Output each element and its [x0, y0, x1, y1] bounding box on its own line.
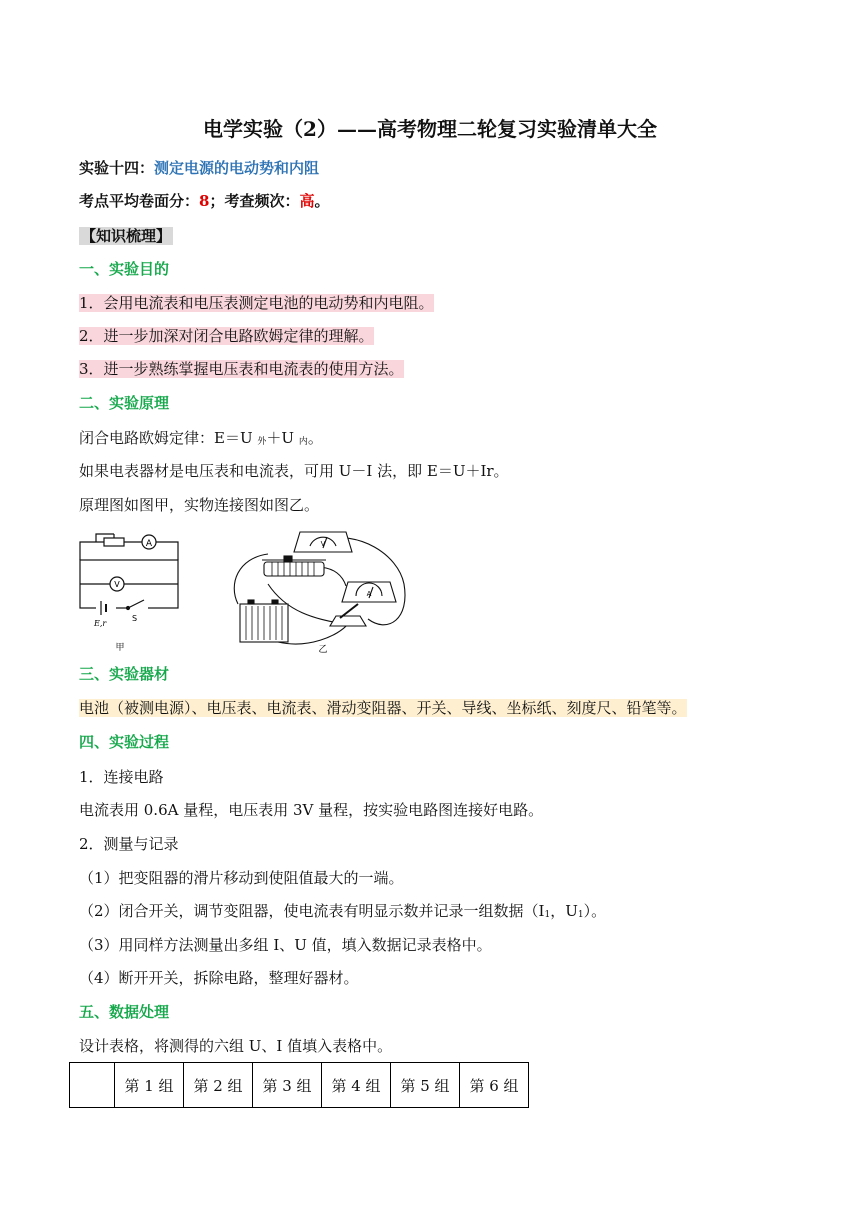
score-line [79, 190, 330, 212]
table-header-cell: 第 5 组 [391, 1063, 460, 1108]
freq-label: ；考查频次： [209, 192, 300, 210]
wire [156, 542, 178, 560]
equipment-text: 电池（被测电源）、电压表、电流表、滑动变阻器、开关、导线、坐标纸、刻度尺、铅笔等。 [79, 699, 687, 717]
purpose-item [79, 325, 374, 347]
switch-device-icon [330, 616, 366, 626]
table-header-cell: 第 4 组 [322, 1063, 391, 1108]
principle-text: 。 [307, 429, 323, 447]
experiment-label: 实验十四： [79, 159, 155, 177]
section-purpose-heading: 一、实验目的 [79, 260, 170, 278]
principle-line-2: 如果电表器材是电压表和电流表，可用 U－I 法，即 E＝U＋Ir。 [79, 462, 509, 480]
experiment-line [79, 157, 319, 179]
subscript: 外 [257, 437, 267, 447]
data-table [69, 1062, 529, 1108]
rheostat-device-icon [264, 562, 324, 576]
ammeter-device-label: A [366, 590, 372, 598]
principle-line-1 [79, 427, 323, 453]
principle-line-3: 原理图如图甲，实物连接图如图乙。 [79, 496, 320, 514]
section-principle-heading: 二、实验原理 [79, 394, 170, 412]
purpose-item [79, 358, 404, 380]
rheostat-icon [104, 538, 124, 546]
section-equipment-heading: 三、实验器材 [79, 665, 170, 683]
principle-text: 闭合电路欧姆定律：E＝U [79, 429, 258, 447]
apparatus-figure-yi [228, 524, 418, 654]
process-step-1-text: 电流表用 0.6A 量程，电压表用 3V 量程，按实验电路图连接好电路。 [79, 801, 544, 819]
figure-caption-jia: 甲 [115, 643, 125, 653]
table-header-cell [70, 1063, 115, 1108]
process-text: ，U [550, 902, 578, 920]
process-item: （4）断开开关，拆除电路，整理好器材。 [79, 969, 359, 987]
knowledge-heading [79, 225, 173, 247]
subscript: 内 [298, 437, 308, 447]
process-item [79, 900, 606, 926]
process-step-1: 1．连接电路 [79, 768, 164, 786]
page-title: 电学实验（2）——高考物理二轮复习实验清单大全 [203, 117, 657, 141]
score-end: 。 [314, 192, 330, 210]
score-value: 8 [199, 192, 210, 210]
purpose-item [79, 292, 434, 314]
purpose-text: 3．进一步熟练掌握电压表和电流表的使用方法。 [79, 360, 404, 378]
wire [234, 554, 268, 604]
freq-value: 高 [299, 192, 315, 210]
data-text: 设计表格，将测得的六组 U、I 值填入表格中。 [79, 1037, 393, 1055]
figure-caption-yi: 乙 [318, 645, 328, 654]
process-step-2: 2．测量与记录 [79, 835, 179, 853]
table-header-cell: 第 3 组 [253, 1063, 322, 1108]
table-header-cell: 第 2 组 [184, 1063, 253, 1108]
wire [80, 542, 104, 560]
score-label: 考点平均卷面分： [79, 192, 200, 210]
purpose-text: 2．进一步加深对闭合电路欧姆定律的理解。 [79, 327, 374, 345]
ammeter-label: A [145, 539, 153, 549]
section-process-heading: 四、实验过程 [79, 733, 170, 751]
table-header-cell: 第 1 组 [115, 1063, 184, 1108]
knowledge-label: 【知识梳理】 [81, 227, 172, 245]
purpose-text: 1．会用电流表和电压表测定电池的电动势和内电阻。 [79, 294, 434, 312]
principle-text: ＋U [266, 429, 299, 447]
subscript: 1 [544, 910, 551, 920]
table-header-cell: 第 6 组 [460, 1063, 529, 1108]
subscript: 1 [577, 910, 584, 920]
battery-label: E,r [94, 619, 107, 628]
equipment-line [79, 697, 687, 719]
section-data-heading: 五、数据处理 [79, 1003, 170, 1021]
table-row [70, 1063, 529, 1108]
process-item: （1）把变阻器的滑片移动到使阻值最大的一端。 [79, 869, 404, 887]
schematic-figure-jia [74, 530, 184, 655]
voltmeter-label: V [114, 580, 120, 589]
experiment-name: 测定电源的电动势和内阻 [154, 159, 320, 177]
process-item: （3）用同样方法测量出多组 I、U 值，填入数据记录表格中。 [79, 936, 492, 954]
switch-label: S [132, 614, 138, 623]
voltmeter-device-label: V [320, 540, 326, 548]
process-text: （2）闭合开关，调节变阻器，使电流表有明显示数并记录一组数据（I [79, 902, 545, 920]
process-text: ）。 [583, 902, 607, 920]
